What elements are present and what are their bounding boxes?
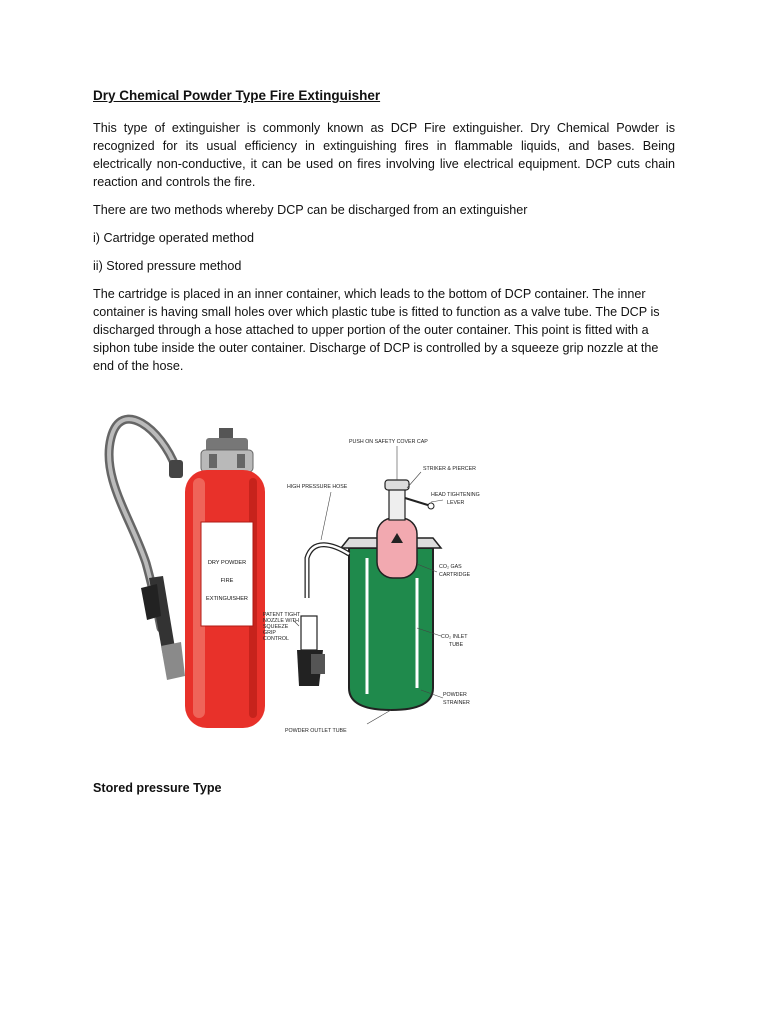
cutaway-diagram — [263, 439, 480, 734]
callout-co2-cartridge-2: CARTRIDGE — [439, 572, 471, 578]
callout-head-lever-2: LEVER — [447, 500, 465, 506]
label-line-2: FIRE — [220, 578, 234, 584]
callout-nozzle-1: PATENT TIGHT — [263, 612, 301, 618]
callout-striker: STRIKER & PIERCER — [423, 466, 476, 472]
extinguisher-illustration — [101, 388, 497, 744]
callout-inlet-tube-1: CO₂ INLET — [441, 634, 468, 640]
callout-powder-strainer-1: POWDER — [443, 692, 467, 698]
callout-nozzle-5: CONTROL — [263, 636, 289, 642]
method-stored-pressure: ii) Stored pressure method — [93, 259, 242, 273]
red-extinguisher — [109, 419, 265, 728]
callout-nozzle-3: SQUEEZE — [263, 624, 289, 630]
callout-powder-strainer-2: STRAINER — [443, 700, 470, 706]
label-line-3: EXTINGUISHER — [206, 596, 248, 602]
callout-nozzle-2: NOZZLE WITH — [263, 618, 299, 624]
document-title: Dry Chemical Powder Type Fire Extinguisher — [93, 88, 381, 103]
method-cartridge: i) Cartridge operated method — [93, 231, 255, 245]
cartridge-description: The cartridge is placed in an inner container, which leads to the bottom of DCP container. The inner container is having small holes over which plastic tube is fitted to function as a valve tube. The DCP is discharged through a hose attached to upper portion of the outer container. This point is fitted with a siphon tube inside the outer container. Discharge of DCP is controlled by a squeeze grip nozzle at the end of the hose. — [93, 287, 660, 373]
callout-outlet-tube: POWDER OUTLET TUBE — [285, 728, 347, 734]
callout-cover-cap: PUSH ON SAFETY COVER CAP — [349, 439, 428, 445]
callout-inlet-tube-2: TUBE — [449, 642, 464, 648]
callout-head-lever-1: HEAD TIGHTENING — [431, 492, 480, 498]
callout-nozzle-4: GRIP — [263, 630, 276, 636]
label-line-1: DRY POWDER — [207, 560, 247, 566]
document-body — [93, 88, 675, 385]
callout-co2-cartridge-1: CO₂ GAS — [439, 564, 462, 570]
methods-intro: There are two methods whereby DCP can be discharged from an extinguisher — [93, 203, 528, 217]
intro-paragraph: This type of extinguisher is commonly known as DCP Fire extinguisher. Dry Chemical Powder is recognized for its usual efficiency in extinguishing fires in flammable liquids, and bases. Being electrically non-conductive, it can be used on fires involving live electrical equipment. DCP cuts chain reaction and controls the fire. — [93, 121, 675, 189]
callout-high-pressure-hose: HIGH PRESSURE HOSE — [287, 484, 348, 490]
subheading-stored-pressure: Stored pressure Type — [93, 781, 222, 795]
